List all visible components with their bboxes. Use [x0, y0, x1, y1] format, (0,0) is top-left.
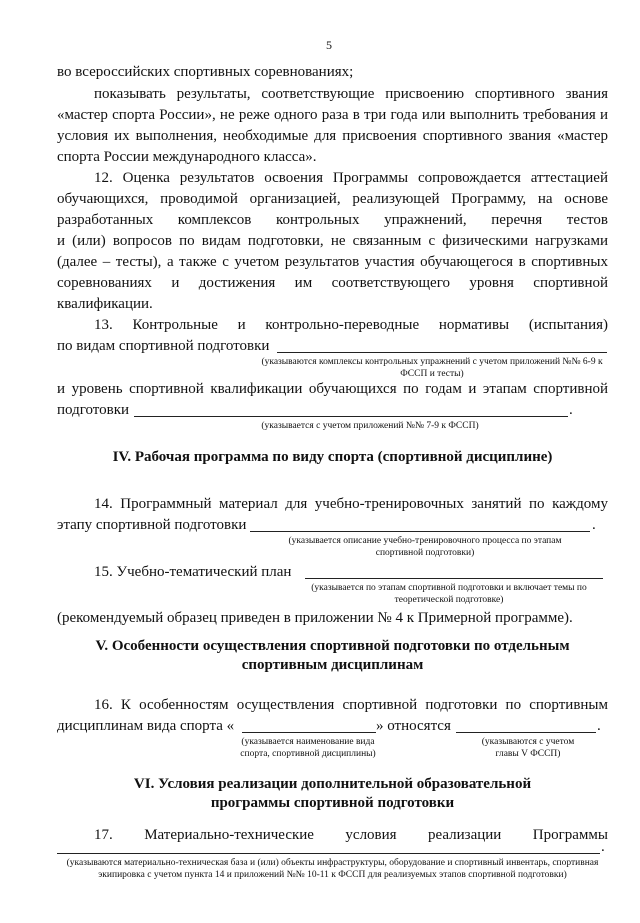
- footnote-text: (указываются с учетом главы V ФССП): [481, 737, 575, 759]
- text-line: 13. Контрольные и контрольно-переводные нормативы (испытания): [94, 317, 608, 333]
- footnote-text: (указывается описание учебно-тренировочного процесса по этапам спортивной подготовки): [288, 536, 562, 558]
- section-heading: V. Особенности осуществления спортивной подготовки по отдельным спортивным дисциплинам: [95, 638, 570, 673]
- text-line: дисциплинам вида спорта «: [57, 718, 235, 734]
- text-line: обучающихся, проводимой организацией, реализующей Программу, на основе: [57, 191, 608, 207]
- fill-in-line: [456, 732, 596, 733]
- text-line: во всероссийских спортивных соревнованиях;: [57, 64, 354, 80]
- section-heading: VI. Условия реализации дополнительной образовательной программы спортивной подготовки: [133, 776, 532, 811]
- fill-in-line: [277, 352, 607, 353]
- text-line: соревнованиях и достижения им соответствующего уровня спортивной: [57, 275, 608, 291]
- footnote-text: (указывается с учетом приложений №№ 7-9 к ФССП): [261, 421, 479, 431]
- text-line: и (или) вопросов по видам подготовки, не связанным с физическими нагрузками: [57, 233, 608, 249]
- text-line: 12. Оценка результатов освоения Программы сопровождается аттестацией: [94, 170, 608, 186]
- footnote-text: (указывается наименование вида спорта, спортивной дисциплины): [240, 737, 376, 759]
- text-line: показывать результаты, соответствующие присвоению спортивного звания: [94, 86, 608, 102]
- text-line: (далее – тесты), а также с учетом результатов участия обучающегося в спортивных: [57, 254, 608, 270]
- period: .: [601, 839, 605, 855]
- fill-in-line: [305, 578, 603, 579]
- fill-in-line: [134, 416, 568, 417]
- text-line: разработанных комплексов контрольных упражнений, перечня тестов: [57, 212, 608, 228]
- text-line: по видам спортивной подготовки: [57, 338, 270, 354]
- text-line: подготовки: [57, 402, 130, 418]
- text-line: 15. Учебно-тематический план: [94, 564, 292, 580]
- fill-in-line: [57, 853, 600, 854]
- text-line: квалификации.: [57, 296, 153, 312]
- text-line: 16. К особенностям осуществления спортивной подготовки по спортивным: [94, 697, 608, 713]
- period: .: [592, 517, 596, 533]
- period: .: [569, 402, 573, 418]
- text-line: спорта России международного класса».: [57, 149, 317, 165]
- footnote-text: (указывается по этапам спортивной подготовки и включает темы по теоретической подготовке): [311, 583, 587, 605]
- text-line: 17. Материально-технические условия реализации Программы: [94, 827, 608, 843]
- footnote-text: (указываются материально-техническая база и (или) объекты инфраструктуры, оборудование и спортивный инвентарь, спортивная экипировка с учетом пункта 14 и приложений №№ 10-11 к ФССП для реализуемых этапов спортивной подготовки): [66, 858, 599, 880]
- text-line: и уровень спортивной квалификации обучающихся по годам и этапам спортивной: [57, 381, 608, 397]
- period: .: [597, 718, 601, 734]
- text-line: «мастер спорта России», не реже одного раза в три года или выполнить требования и: [57, 107, 608, 123]
- page-number: 5: [326, 38, 332, 52]
- section-heading: IV. Рабочая программа по виду спорта (спортивной дисциплине): [112, 449, 553, 465]
- text-line: этапу спортивной подготовки: [57, 517, 247, 533]
- fill-in-line: [250, 531, 590, 532]
- footnote-text: (указываются комплексы контрольных упражнений с учетом приложений №№ 6-9 к ФССП и тесты): [261, 357, 603, 379]
- text-line: » относятся: [376, 718, 451, 734]
- text-line: (рекомендуемый образец приведен в приложении № 4 к Примерной программе).: [57, 610, 573, 626]
- text-line: условия их выполнения, необходимые для присвоения спортивного звания «мастер: [57, 128, 608, 144]
- text-line: 14. Программный материал для учебно-тренировочных занятий по каждому: [94, 496, 608, 512]
- fill-in-line: [242, 732, 376, 733]
